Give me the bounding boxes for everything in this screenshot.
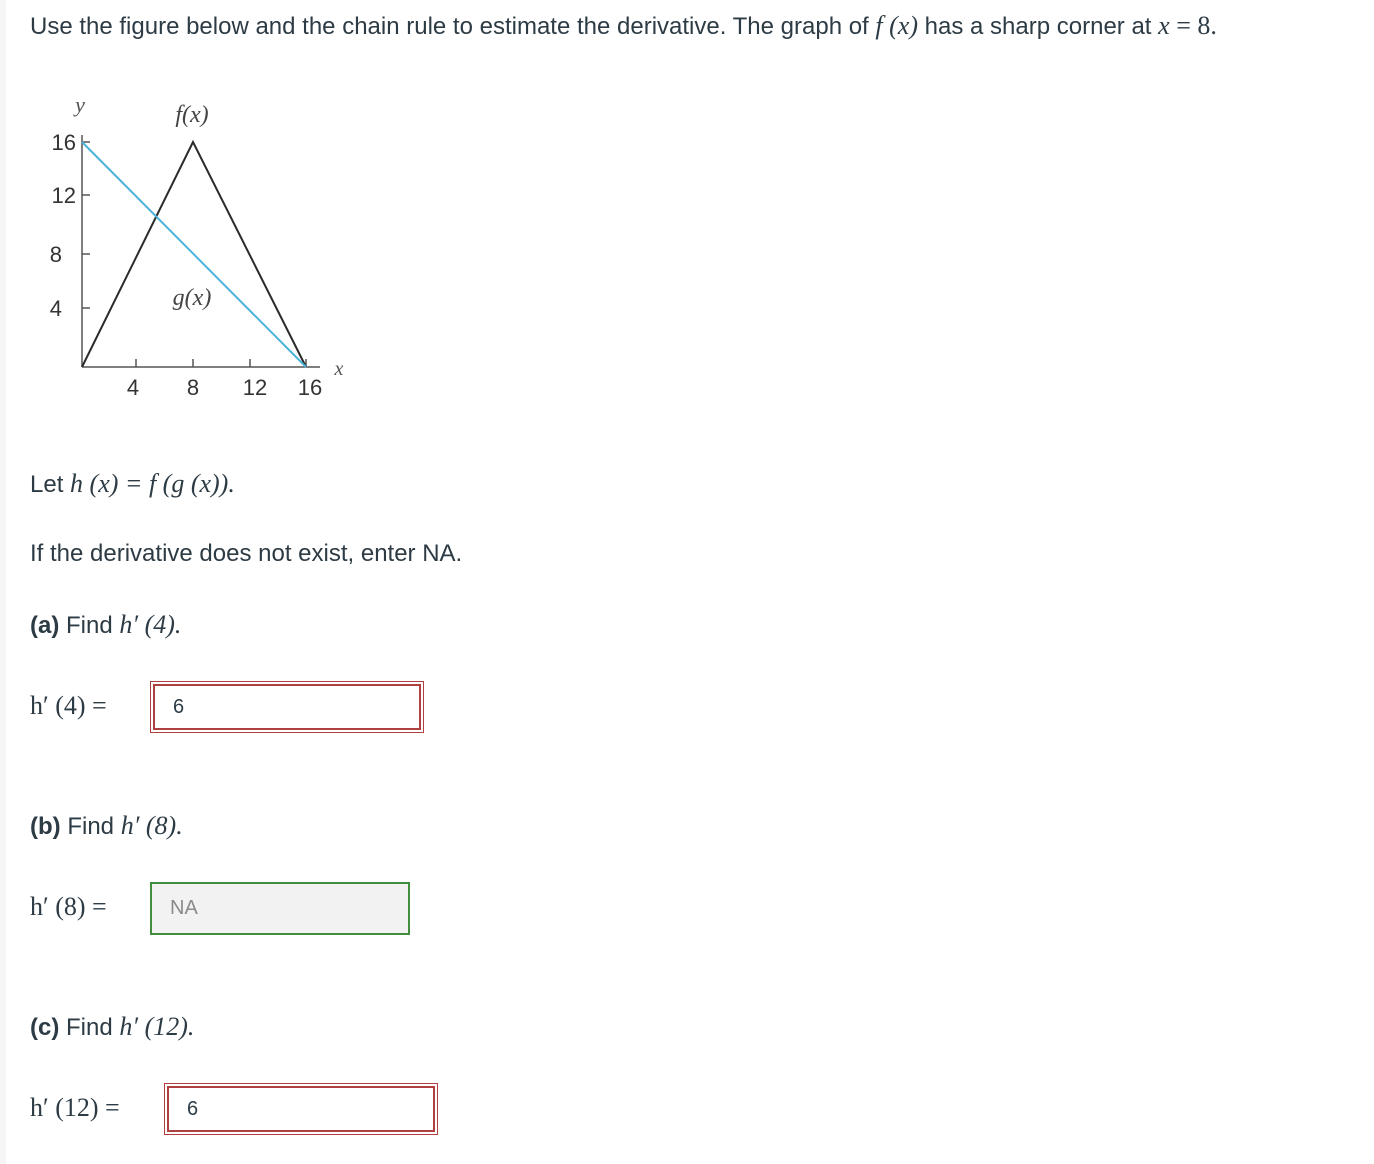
h-definition: h (x) = f (g (x)). — [70, 469, 235, 498]
x-tick-label: 16 — [297, 375, 323, 400]
part-a-expr: h′ (4). — [119, 610, 182, 639]
x-ticks — [136, 359, 306, 367]
let-statement — [30, 468, 235, 501]
f-of-x-expr: f (x) — [875, 11, 918, 40]
x-tick-label: 8 — [186, 375, 200, 400]
x-tick-label: 4 — [126, 375, 140, 400]
x-axis-label: x — [334, 358, 344, 380]
part-c-prompt — [30, 1011, 194, 1044]
y-tick-labels — [50, 130, 76, 321]
f-curve-label: f(x) — [175, 102, 209, 128]
part-b-prompt — [30, 810, 183, 843]
y-axis-label: y — [75, 92, 85, 117]
part-a-answer-input[interactable]: 6 — [153, 684, 421, 730]
x-tick-labels — [127, 375, 322, 400]
part-c-label: (c) — [30, 1014, 60, 1041]
part-b-answer-input[interactable]: NA — [150, 882, 410, 935]
part-c-answer-label: h′ (12) = — [30, 1093, 120, 1122]
corner-expr: x = 8. — [1158, 11, 1217, 40]
y-ticks — [82, 142, 90, 308]
y-tick-label: 8 — [49, 242, 62, 267]
part-a-find: Find — [66, 612, 113, 639]
part-a-answer-label: h′ (4) = — [30, 691, 107, 720]
part-a-label: (a) — [30, 612, 60, 639]
part-b-answer-label: h′ (8) = — [30, 892, 107, 921]
part-c-find: Find — [66, 1014, 113, 1041]
y-tick-label: 4 — [49, 296, 62, 321]
question-intro: Use the figure below and the chain rule to estimate the derivative. The graph of — [30, 13, 869, 40]
corner-text: has a sharp corner at — [924, 13, 1152, 40]
y-tick-label: 16 — [51, 130, 76, 155]
y-tick-label: 12 — [51, 183, 76, 208]
let-prefix: Let — [30, 471, 64, 498]
part-b-find: Find — [67, 813, 115, 840]
question-text — [30, 10, 1217, 43]
instruction-text: If the derivative does not exist, enter NA. — [30, 540, 463, 567]
page-border — [0, 0, 6, 1164]
part-b-expr: h′ (8). — [120, 811, 183, 840]
function-graph-figure — [30, 85, 360, 415]
part-b-label: (b) — [30, 813, 61, 840]
part-c-expr: h′ (12). — [119, 1012, 195, 1041]
part-c-answer-input[interactable]: 6 — [167, 1086, 435, 1132]
x-tick-label: 12 — [242, 375, 268, 400]
g-curve-label: g(x) — [172, 285, 212, 311]
part-a-prompt — [30, 609, 181, 642]
g-curve — [82, 142, 306, 367]
